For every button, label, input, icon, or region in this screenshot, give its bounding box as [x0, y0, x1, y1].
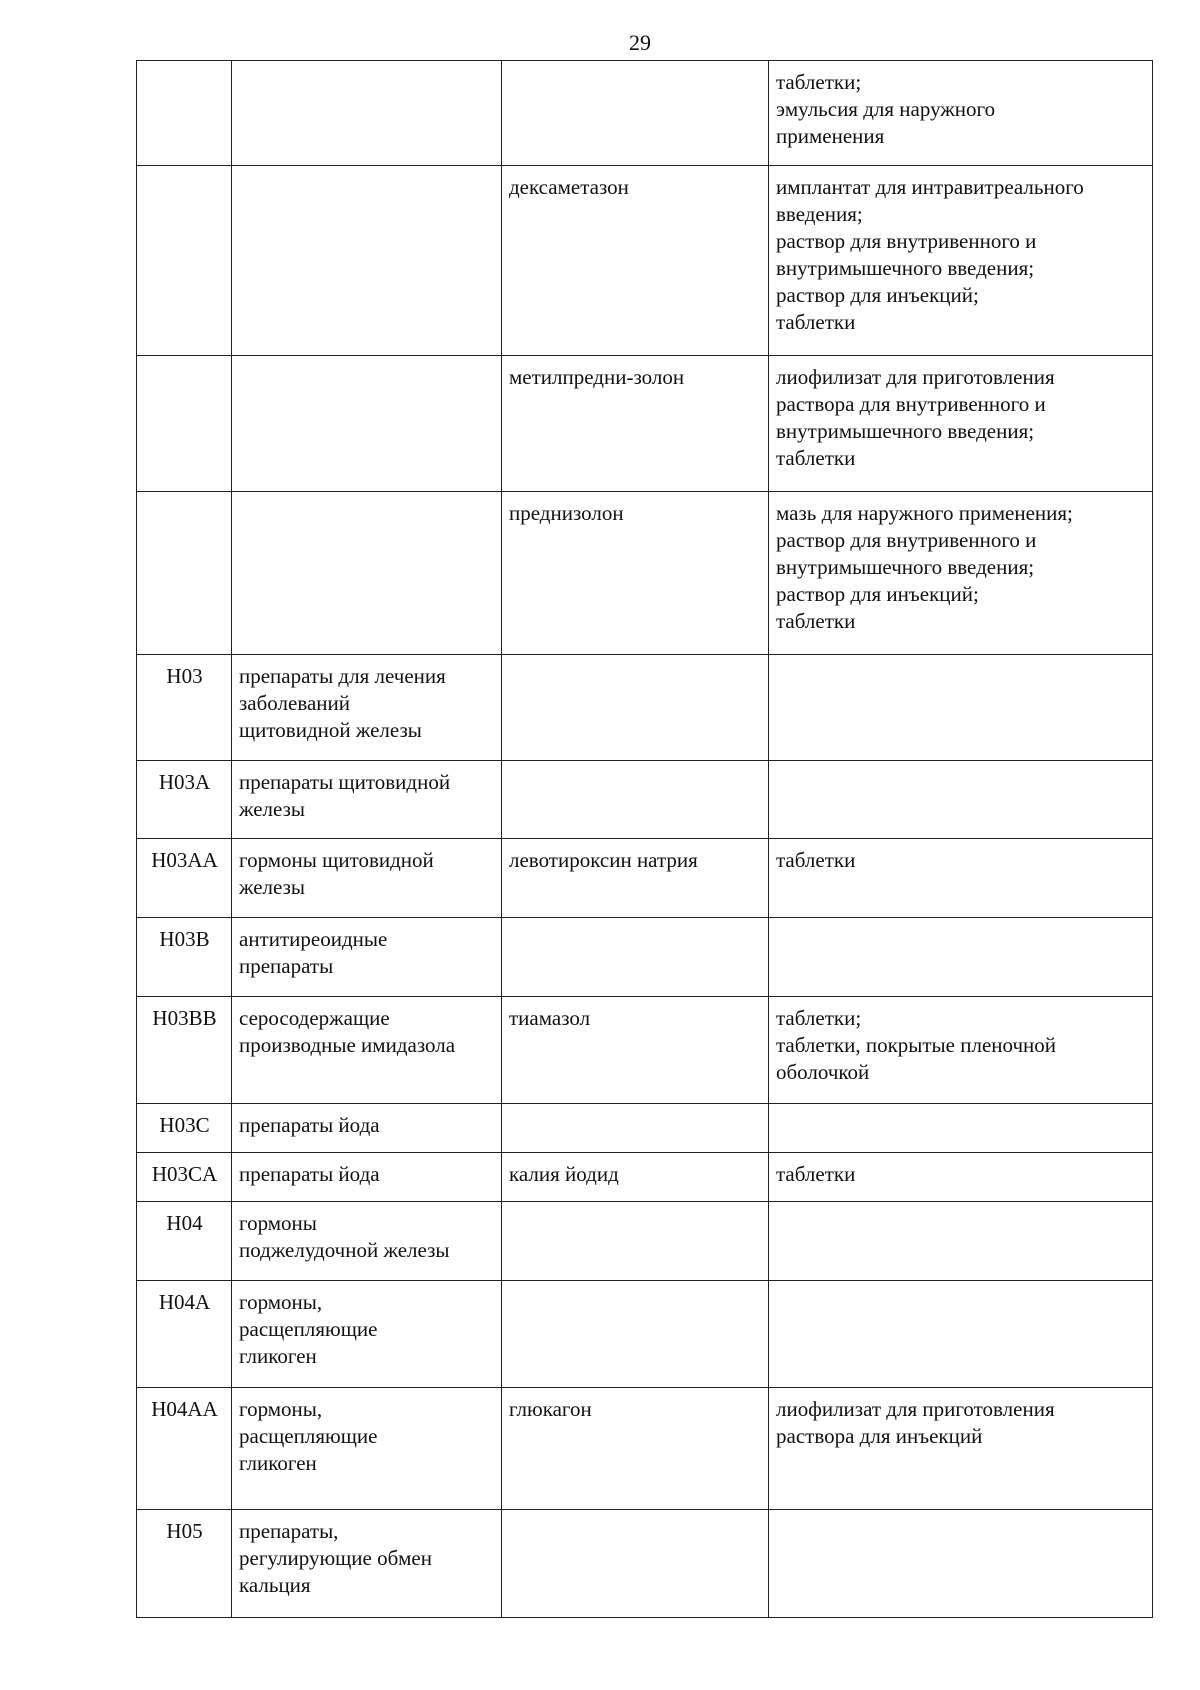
substance-cell	[502, 761, 769, 839]
cell-text-line: раствора для инъекций	[776, 1424, 983, 1448]
dosage-forms-cell	[769, 1510, 1153, 1618]
cell-text-line: расщепляющие	[239, 1424, 378, 1448]
group-name-cell	[232, 492, 502, 655]
group-name-cell	[232, 1281, 502, 1388]
cell-text-line: введения;	[776, 202, 863, 226]
cell-text-line: щитовидной железы	[239, 718, 422, 742]
group-name-cell	[232, 839, 502, 918]
atc-code-cell: H03CA	[137, 1153, 232, 1202]
dosage-forms-cell	[769, 1202, 1153, 1281]
table-row	[137, 918, 1153, 997]
cell-text-line: препараты	[239, 954, 334, 978]
cell-text-line: метилпредни-золон	[509, 365, 685, 389]
cell-text-line: имплантат для интравитреального	[776, 175, 1084, 199]
dosage-forms-cell	[769, 1388, 1153, 1510]
dosage-forms-cell	[769, 492, 1153, 655]
cell-text-line: калия йодид	[509, 1162, 619, 1186]
atc-code-cell: H05	[137, 1510, 232, 1618]
cell-text-line: эмульсия для наружного	[776, 97, 996, 121]
substance-cell	[502, 356, 769, 492]
substance-cell	[502, 1153, 769, 1202]
cell-text-line: производные имидазола	[239, 1033, 456, 1057]
cell-text-line: раствор для инъекций;	[776, 582, 979, 606]
cell-text-line: таблетки;	[776, 70, 862, 94]
cell-text-line: гликоген	[239, 1344, 317, 1368]
cell-text-line: антитиреоидные	[239, 927, 388, 951]
drug-table	[136, 60, 1153, 1618]
dosage-forms-cell	[769, 761, 1153, 839]
dosage-forms-cell	[769, 997, 1153, 1104]
group-name-cell	[232, 655, 502, 761]
cell-text-line: поджелудочной железы	[239, 1238, 450, 1262]
cell-text-line: гормоны щитовидной	[239, 848, 434, 872]
cell-text-line: таблетки	[776, 1162, 856, 1186]
atc-code-cell: H03A	[137, 761, 232, 839]
table-row	[137, 1202, 1153, 1281]
atc-code-cell	[137, 492, 232, 655]
dosage-forms-cell	[769, 1281, 1153, 1388]
group-name-cell	[232, 1510, 502, 1618]
table-row	[137, 655, 1153, 761]
table-row	[137, 1388, 1153, 1510]
group-name-cell	[232, 356, 502, 492]
cell-text-line: таблетки	[776, 848, 856, 872]
atc-code-cell: H04	[137, 1202, 232, 1281]
cell-text-line: регулирующие обмен	[239, 1546, 432, 1570]
cell-text-line: гормоны,	[239, 1397, 323, 1421]
atc-code-cell	[137, 61, 232, 166]
substance-cell	[502, 1202, 769, 1281]
cell-text-line: внутримышечного введения;	[776, 555, 1035, 579]
group-name-cell	[232, 918, 502, 997]
table-body	[137, 61, 1153, 1618]
substance-cell	[502, 492, 769, 655]
cell-text-line: внутримышечного введения;	[776, 419, 1035, 443]
substance-cell	[502, 655, 769, 761]
cell-text-line: железы	[239, 797, 306, 821]
substance-cell	[502, 1510, 769, 1618]
table-row	[137, 1153, 1153, 1202]
table-row	[137, 1281, 1153, 1388]
cell-text-line: мазь для наружного применения;	[776, 501, 1073, 525]
cell-text-line: гормоны,	[239, 1290, 323, 1314]
dosage-forms-cell	[769, 356, 1153, 492]
cell-text-line: железы	[239, 875, 306, 899]
page-number: 29	[629, 30, 651, 55]
table-row	[137, 839, 1153, 918]
dosage-forms-cell	[769, 1153, 1153, 1202]
atc-code-cell: H04A	[137, 1281, 232, 1388]
cell-text-line: таблетки	[776, 446, 856, 470]
table-row	[137, 1104, 1153, 1153]
cell-text-line: лиофилизат для приготовления	[776, 1397, 1055, 1421]
table-row	[137, 166, 1153, 356]
substance-cell	[502, 1104, 769, 1153]
substance-cell	[502, 61, 769, 166]
group-name-cell	[232, 761, 502, 839]
table-row	[137, 761, 1153, 839]
cell-text-line: таблетки	[776, 609, 856, 633]
cell-text-line: гормоны	[239, 1211, 317, 1235]
group-name-cell	[232, 166, 502, 356]
atc-code-cell: H03C	[137, 1104, 232, 1153]
substance-cell	[502, 1388, 769, 1510]
substance-cell	[502, 166, 769, 356]
cell-text-line: дексаметазон	[509, 175, 629, 199]
dosage-forms-cell	[769, 655, 1153, 761]
cell-text-line: раствор для инъекций;	[776, 283, 979, 307]
cell-text-line: внутримышечного введения;	[776, 256, 1035, 280]
atc-code-cell: H03AA	[137, 839, 232, 918]
cell-text-line: препараты йода	[239, 1162, 380, 1186]
cell-text-line: гликоген	[239, 1451, 317, 1475]
atc-code-cell: H04AA	[137, 1388, 232, 1510]
dosage-forms-cell	[769, 918, 1153, 997]
cell-text-line: раствора для внутривенного и	[776, 392, 1046, 416]
table-row	[137, 356, 1153, 492]
cell-text-line: серосодержащие	[239, 1006, 390, 1030]
cell-text-line: таблетки;	[776, 1006, 862, 1030]
group-name-cell	[232, 1153, 502, 1202]
cell-text-line: преднизолон	[509, 501, 624, 525]
dosage-forms-cell	[769, 166, 1153, 356]
group-name-cell	[232, 1104, 502, 1153]
atc-code-cell	[137, 166, 232, 356]
group-name-cell	[232, 1202, 502, 1281]
cell-text-line: раствор для внутривенного и	[776, 229, 1037, 253]
table-row	[137, 61, 1153, 166]
substance-cell	[502, 918, 769, 997]
cell-text-line: глюкагон	[509, 1397, 592, 1421]
cell-text-line: таблетки	[776, 310, 856, 334]
atc-code-cell: H03B	[137, 918, 232, 997]
cell-text-line: препараты для лечения	[239, 664, 446, 688]
table-row	[137, 492, 1153, 655]
group-name-cell	[232, 61, 502, 166]
cell-text-line: расщепляющие	[239, 1317, 378, 1341]
table-row	[137, 997, 1153, 1104]
group-name-cell	[232, 997, 502, 1104]
cell-text-line: таблетки, покрытые пленочной	[776, 1033, 1057, 1057]
cell-text-line: препараты йода	[239, 1113, 380, 1137]
cell-text-line: применения	[776, 124, 885, 148]
atc-code-cell: H03	[137, 655, 232, 761]
group-name-cell	[232, 1388, 502, 1510]
atc-code-cell	[137, 356, 232, 492]
substance-cell	[502, 1281, 769, 1388]
cell-text-line: препараты,	[239, 1519, 339, 1543]
substance-cell	[502, 839, 769, 918]
cell-text-line: лиофилизат для приготовления	[776, 365, 1055, 389]
dosage-forms-cell	[769, 1104, 1153, 1153]
atc-code-cell: H03BB	[137, 997, 232, 1104]
cell-text-line: оболочкой	[776, 1060, 870, 1084]
dosage-forms-cell	[769, 839, 1153, 918]
table-row	[137, 1510, 1153, 1618]
cell-text-line: левотироксин натрия	[509, 848, 698, 872]
cell-text-line: раствор для внутривенного и	[776, 528, 1037, 552]
cell-text-line: заболеваний	[239, 691, 350, 715]
dosage-forms-cell	[769, 61, 1153, 166]
cell-text-line: тиамазол	[509, 1006, 591, 1030]
cell-text-line: кальция	[239, 1573, 311, 1597]
cell-text-line: препараты щитовидной	[239, 770, 451, 794]
substance-cell	[502, 997, 769, 1104]
